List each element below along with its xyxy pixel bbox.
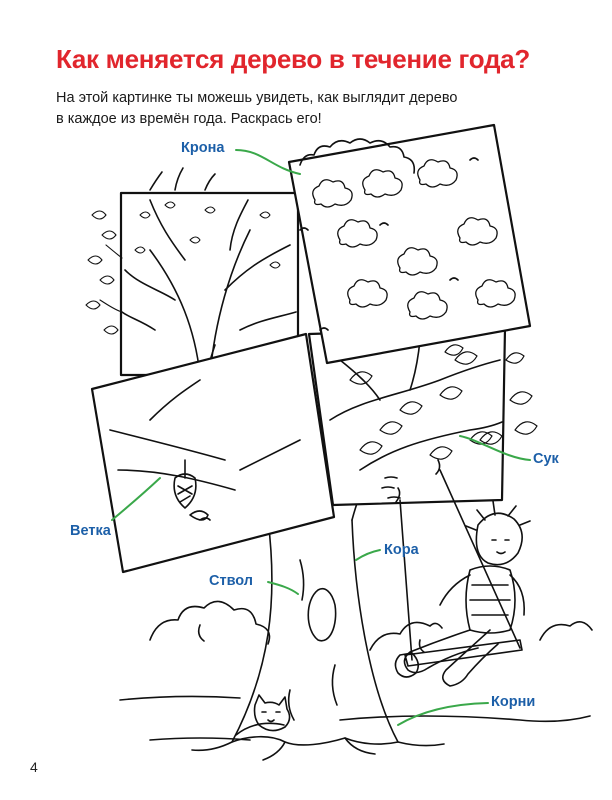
label-roots: Корни <box>491 694 536 710</box>
autumn-panel <box>92 334 334 572</box>
label-bough: Сук <box>533 451 559 467</box>
winter-panel <box>289 125 530 363</box>
intro-line-1: На этой картинке ты можешь увидеть, как выглядит дерево <box>56 90 458 106</box>
label-crown: Крона <box>181 140 225 156</box>
label-bark: Кора <box>384 542 419 558</box>
background-bushes <box>150 601 592 652</box>
intro-line-2: в каждое из времён года. Раскрась его! <box>56 111 322 127</box>
label-trunk: Ствол <box>209 573 254 589</box>
page-title: Как меняется дерево в течение года? <box>56 44 530 74</box>
leader-line-roots <box>398 703 488 725</box>
page-number: 4 <box>30 759 38 775</box>
leader-line-bark <box>356 550 380 560</box>
label-branch: Ветка <box>70 523 111 539</box>
roots <box>192 738 444 760</box>
